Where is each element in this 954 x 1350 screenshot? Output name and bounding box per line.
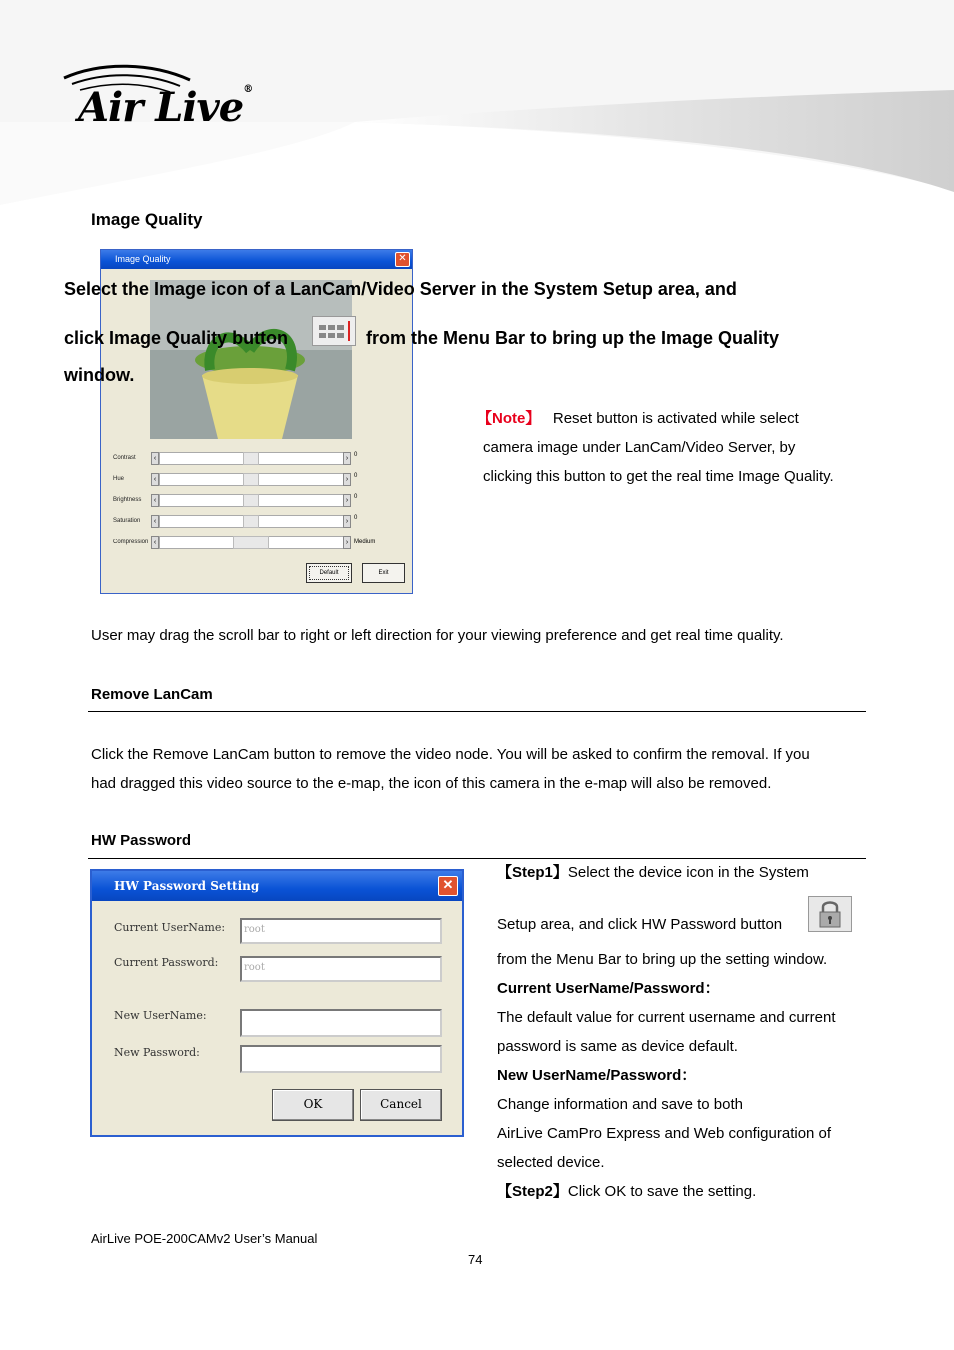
step1-tag: 【Step1】: [497, 864, 568, 881]
slider-right-arrow[interactable]: ›: [343, 452, 351, 465]
brightness-value: 0: [354, 494, 358, 500]
current-password-field[interactable]: root: [240, 956, 442, 982]
remove-line-1: Click the Remove LanCam button to remove the video node. You will be asked to confirm the removal. If you: [91, 746, 810, 763]
note-block: [477, 404, 877, 491]
current-username-field[interactable]: root: [240, 918, 442, 944]
slider-right-arrow[interactable]: ›: [343, 515, 351, 528]
slider-right-arrow[interactable]: ›: [343, 473, 351, 486]
current-line-2: password is same as device default.: [497, 1038, 738, 1055]
hw-password-button-icon: [808, 896, 852, 932]
compression-value: Medium: [354, 539, 376, 545]
step2-text: Click OK to save the setting.: [567, 1183, 757, 1200]
step2-tag: 【Step2】: [497, 1183, 568, 1200]
cancel-button[interactable]: Cancel: [360, 1089, 442, 1121]
slider-label-contrast: Contrast: [113, 455, 136, 461]
new-line-1: Change information and save to both: [497, 1096, 743, 1113]
slider-label-saturation: Saturation: [113, 518, 141, 524]
step1-text: Select the device icon in the System: [567, 864, 809, 881]
drag-instruction: User may drag the scroll bar to right or left direction for your viewing preference and get real time quality.: [91, 627, 784, 644]
camera-preview-image: [150, 280, 352, 439]
image-quality-titlebar: Image Quality ✕: [101, 250, 412, 269]
note-line-1: Reset button is activated while select: [552, 410, 799, 427]
remove-line-2: had dragged this video source to the e-map, the icon of this camera in the e-map will also be removed.: [91, 775, 772, 792]
hw-password-heading: HW Password: [91, 832, 192, 849]
current-password-label: Current Password:: [114, 956, 219, 969]
saturation-value: 0: [354, 515, 358, 521]
hw-steps-body: [497, 945, 877, 1206]
note-tag: 【Note】: [477, 410, 541, 427]
hue-slider-thumb[interactable]: [243, 473, 259, 486]
saturation-slider-thumb[interactable]: [243, 515, 259, 528]
slider-label-compression: Compression: [113, 539, 149, 545]
hw-password-window: [90, 869, 464, 1137]
exit-button[interactable]: Exit: [362, 563, 405, 583]
slider-right-arrow[interactable]: ›: [343, 536, 351, 549]
brightness-slider-thumb[interactable]: [243, 494, 259, 507]
new-line-2: AirLive CamPro Express and Web configuration of: [497, 1125, 832, 1142]
image-quality-window: [100, 249, 413, 594]
new-credentials-heading: New UserName/Password：: [497, 1067, 697, 1084]
slider-left-arrow[interactable]: ‹: [151, 515, 159, 528]
footer-manual-title: AirLive POE-200CAMv2 User’s Manual: [91, 1231, 318, 1246]
slider-left-arrow[interactable]: ‹: [151, 452, 159, 465]
image-quality-instruction-2b: from the Menu Bar to bring up the Image Quality: [366, 328, 780, 348]
page-number: 74: [468, 1252, 483, 1267]
image-quality-instruction-3: window.: [64, 365, 135, 385]
remove-lancam-text: [91, 740, 871, 798]
slider-left-arrow[interactable]: ‹: [151, 494, 159, 507]
new-username-label: New UserName:: [114, 1009, 207, 1022]
new-line-3: selected device.: [497, 1154, 605, 1171]
current-username-label: Current UserName:: [114, 921, 226, 934]
slider-label-hue: Hue: [113, 476, 125, 482]
close-icon[interactable]: ✕: [438, 876, 458, 896]
step1-line-3: from the Menu Bar to bring up the setting window.: [497, 951, 828, 968]
divider: [88, 711, 866, 712]
new-password-field[interactable]: [240, 1045, 442, 1073]
slider-left-arrow[interactable]: ‹: [151, 536, 159, 549]
image-quality-button-icon: [312, 316, 356, 346]
note-line-2: camera image under LanCam/Video Server, by: [483, 439, 796, 456]
contrast-slider-thumb[interactable]: [243, 452, 259, 465]
step1-line-2: Setup area, and click HW Password button: [497, 916, 783, 933]
lock-icon: [809, 897, 851, 931]
compression-slider-thumb[interactable]: [233, 536, 269, 549]
remove-lancam-heading: Remove LanCam: [91, 686, 213, 703]
airlive-logo: Air Live®: [78, 84, 253, 131]
note-line-3: clicking this button to get the real time Image Quality.: [483, 468, 834, 485]
hw-password-titlebar: HW Password Setting ✕: [92, 871, 462, 901]
image-quality-heading: Image Quality: [91, 210, 203, 229]
current-credentials-heading: Current UserName/Password：: [497, 980, 720, 997]
slider-left-arrow[interactable]: ‹: [151, 473, 159, 486]
image-quality-instruction-1: Select the Image icon of a LanCam/Video Server in the System Setup area, and: [64, 279, 737, 299]
slider-label-brightness: Brightness: [113, 497, 142, 503]
image-quality-instruction-2a: click Image Quality button: [64, 328, 289, 348]
slider-right-arrow[interactable]: ›: [343, 494, 351, 507]
ok-button[interactable]: OK: [272, 1089, 354, 1121]
default-button[interactable]: Default: [306, 563, 352, 583]
contrast-value: 0: [354, 452, 358, 458]
hw-steps: [497, 858, 877, 887]
close-icon[interactable]: ✕: [395, 252, 410, 267]
hue-value: 0: [354, 473, 358, 479]
new-password-label: New Password:: [114, 1046, 200, 1059]
new-username-field[interactable]: [240, 1009, 442, 1037]
current-line-1: The default value for current username and current: [497, 1009, 836, 1026]
